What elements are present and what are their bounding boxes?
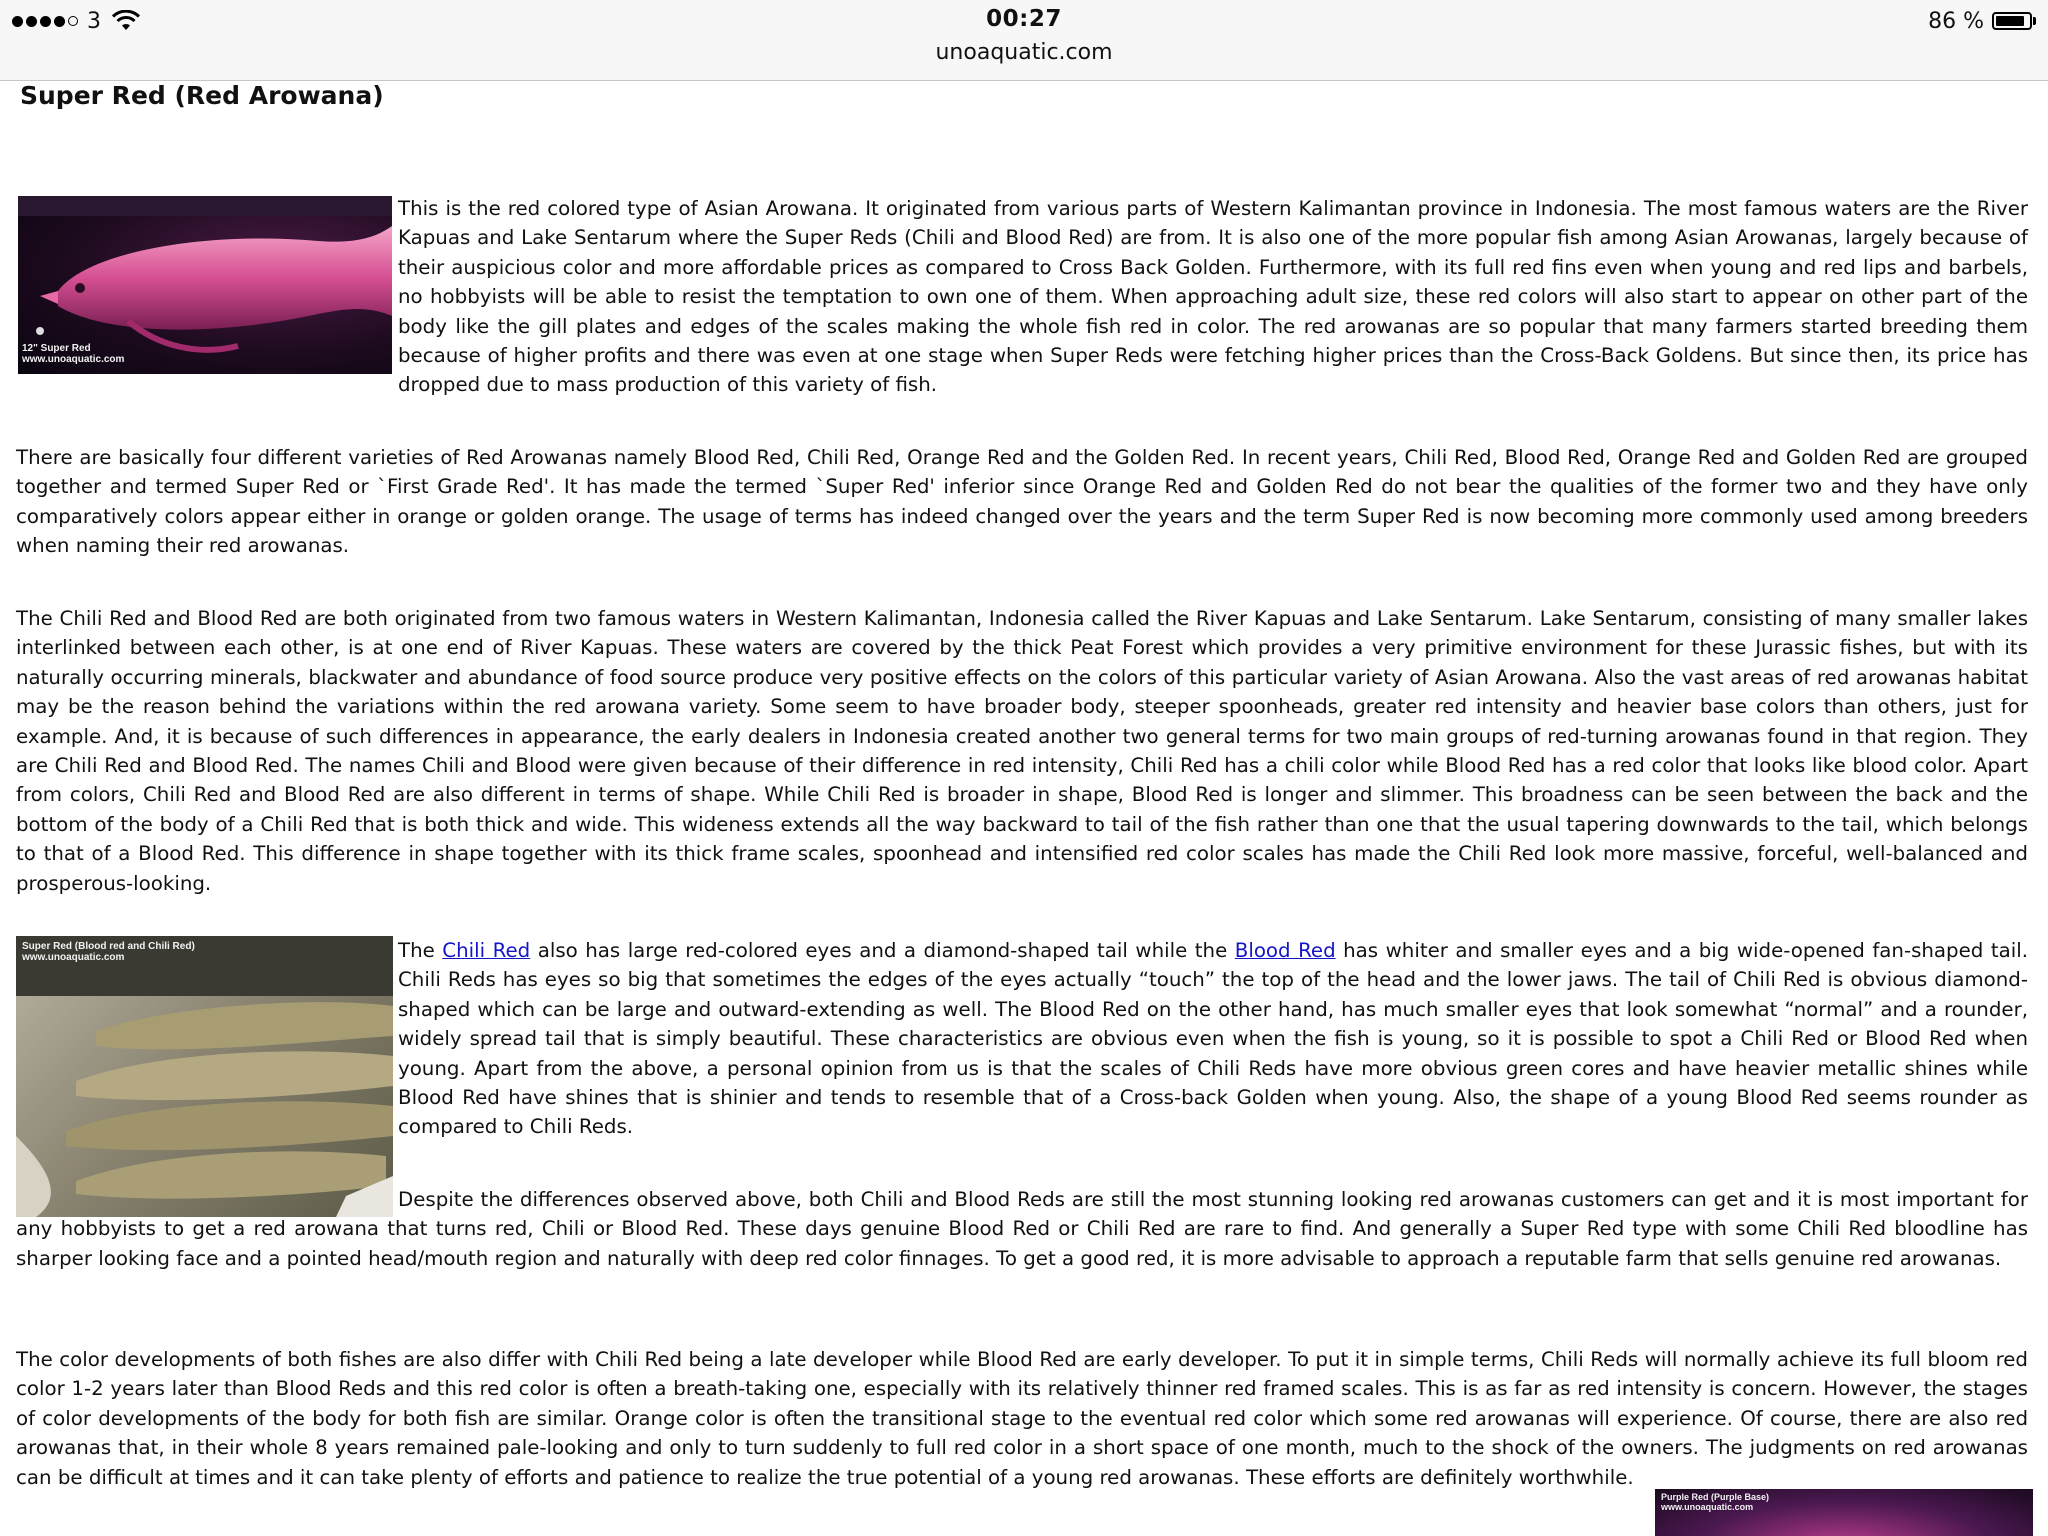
article-paragraph-3: The Chili Red and Blood Red are both originated from two famous waters in Western Kalimantan, Indonesia called the River Kapuas and Lake Sentarum. Lake Sentarum, consisting of many smaller lakes interlinked between each other, is at one end of River Kapuas. These waters are covered by the thick Peat Forest which provides a very primitive environment for these Jurassic fishes, but with its naturally occurring minerals, blackwater and abundance of food source produce very positive effects on the colors of this particular variety of Asian Arowana. Also the vast areas of red arowanas habitat may be the reason behind the variations within the red arowana variety. Some seem to have broader body, steeper spoonheads, greater red intensity and heavier base colors than others, just for example. And, it is because of such differences in appearance, the early dealers in Indonesia created another two general terms for two main groups of red-turning arowanas found in that region. They are Chili Red and Blood Red. The names Chili and Blood were given because of their difference in red intensity, Chili Red has a chili color while Blood Red has a red color that looks like blood color. Apart from colors, Chili Red and Blood Red are also different in terms of shape. While Chili Red is broader in shape, Blood Red is longer and slimmer. This broadness can be seen between the back and the bottom of the body of a Chili Red that is both thick and wide. This wideness extends all the way backward to tail of the fish rather than one that the usual tapering downwards to the tail, which belongs to that of a Blood Red. This difference in shape together with its thick frame scales, spoonhead and intensified red color scales has made the Chili Red look more massive, forceful, well-balanced and prosperous-looking. — [16, 607, 2028, 895]
photo-caption-line: www.unoaquatic.com — [22, 952, 125, 963]
clock: 00:27 — [986, 6, 1062, 32]
photo-caption — [22, 941, 195, 963]
battery-fill — [1996, 16, 2024, 26]
article-paragraph-5: Despite the differences observed above, both Chili and Blood Reds are still the most stunning looking red arowanas customers can get and it is most important for any hobbyists to get a red arowana that turns red, Chili or Blood Red. These days genuine Blood Red or Chili Red are rare to find. And generally a Super Red type with some Chili Red bloodline has sharper looking face and a pointed head/mouth region and naturally with deep red color finnages. To get a good red, it is more advisable to approach a reputable farm that sells genuine red arowanas. — [16, 1188, 2028, 1270]
chili-red-link[interactable]: Chili Red — [442, 939, 531, 962]
battery-percent: 86 % — [1928, 8, 1984, 34]
article-paragraph-1: This is the red colored type of Asian Arowana. It originated from various parts of Western Kalimantan province in Indonesia. The most famous waters are the River Kapuas and Lake Sentarum where the Super Reds (Chili and Blood Red) are from. It is also one of the more popular fish among Asian Arowanas, largely because of their auspicious color and more affordable prices as compared to Cross Back Golden. Furthermore, with its full red fins even when young and red lips and barbels, no hobbyists will be able to resist the temptation to own one of them. When approaching adult size, these red colors will also start to appear on other part of the body like the gill plates and edges of the scales making the whole fish red in color. The red arowanas are so popular that many farmers started breeding them because of higher profits and there was even at one stage when Super Reds were fetching higher prices than the Cross-Back Goldens. But since then, its price has dropped due to mass production of this variety of fish. — [398, 197, 2028, 397]
status-right — [1928, 8, 2036, 34]
status-bar — [0, 0, 2048, 81]
article-paragraph-2: There are basically four different varieties of Red Arowanas namely Blood Red, Chili Red, Orange Red and the Golden Red. In recent years, Chili Red, Blood Red, Orange Red and Golden Red are grouped together and termed Super Red or `First Grade Red'. It has made the termed `Super Red' inferior since Orange Red and Golden Red do not bear the qualities of the former two and they have only comparatively colors appear either in orange or golden orange. The usage of terms has indeed changed over the years and the term Super Red is now becoming more commonly used among breeders when naming their red arowanas. — [16, 446, 2028, 558]
page-title: Super Red (Red Arowana) — [20, 81, 384, 110]
purple-red-arowana-photo — [1655, 1489, 2033, 1536]
article-paragraph-6: The color developments of both fishes are also differ with Chili Red being a late developer while Blood Red are early developer. To put it in simple terms, Chili Reds will normally achieve its full bloom red color 1-2 years later than Blood Reds and this red color is often a breath-taking one, especially with its relatively thinner red framed scales. This is as far as red intensity is concern. However, the stages of color developments of the body for both fish are similar. Orange color is often the transitional stage to the eventual red color which some red arowanas will experience. Of course, there are also red arowanas that, in their whole 8 years remained pale-looking and only to turn suddenly to full red color in a short space of one month, much to the shock of the owners. The judgments on red arowanas can be difficult at times and it can take plenty of efforts and patience to realize the true potential of a young red arowanas. These efforts are definitely worthwhile. — [16, 1348, 2028, 1489]
battery-tip-icon — [2033, 17, 2036, 25]
chili-and-blood-red-juveniles-photo — [16, 936, 393, 1217]
carrier-label: 3 — [87, 8, 101, 34]
battery-icon — [1992, 12, 2032, 30]
blood-red-link[interactable]: Blood Red — [1234, 939, 1336, 962]
photo-caption-line: www.unoaquatic.com — [22, 354, 125, 365]
photo-caption — [22, 343, 124, 365]
photo-caption — [1661, 1492, 1769, 1512]
address-bar-url[interactable]: unoaquatic.com — [935, 40, 1113, 65]
photo-caption-line: Super Red (Blood red and Chili Red) — [22, 941, 195, 952]
super-red-arowana-photo — [18, 196, 392, 374]
photo-caption-line: Purple Red (Purple Base) — [1661, 1492, 1770, 1502]
juvenile-arowanas-illustration — [16, 936, 393, 1217]
paragraph-text: The — [398, 939, 443, 962]
paragraph-text: has whiter and smaller eyes and a big wide-opened fan-shaped tail. Chili Reds has eyes so big that sometimes the edges of the eyes actually “touch” the top of the head and the lower jaws. The tail of Chili Red is obvious diamond-shaped which can be large and outward-extending as well. The Blood Red on the other hand, has much smaller eyes that look somewhat “normal” and a rounder, widely spread tail that is simply beautiful. These characteristics are obvious even when the fish is young, so it is possible to spot a Chili Red or Blood Red when young. Apart from the above, a personal opinion from us is that the scales of Chili Reds have more obvious green cores and have heavier metallic shines while Blood Red have shines that is shinier and tends to resemble that of a Cross-back Golden when young. Also, the shape of a young Blood Red seems rounder as compared to Chili Reds. — [398, 939, 2028, 1139]
paragraph-text: also has large red-colored eyes and a diamond-shaped tail while the — [530, 939, 1235, 962]
photo-caption-line: www.unoaquatic.com — [1661, 1502, 1754, 1512]
photo-caption-line: 12" Super Red — [22, 343, 91, 354]
article-paragraph-4 — [398, 936, 2028, 1142]
